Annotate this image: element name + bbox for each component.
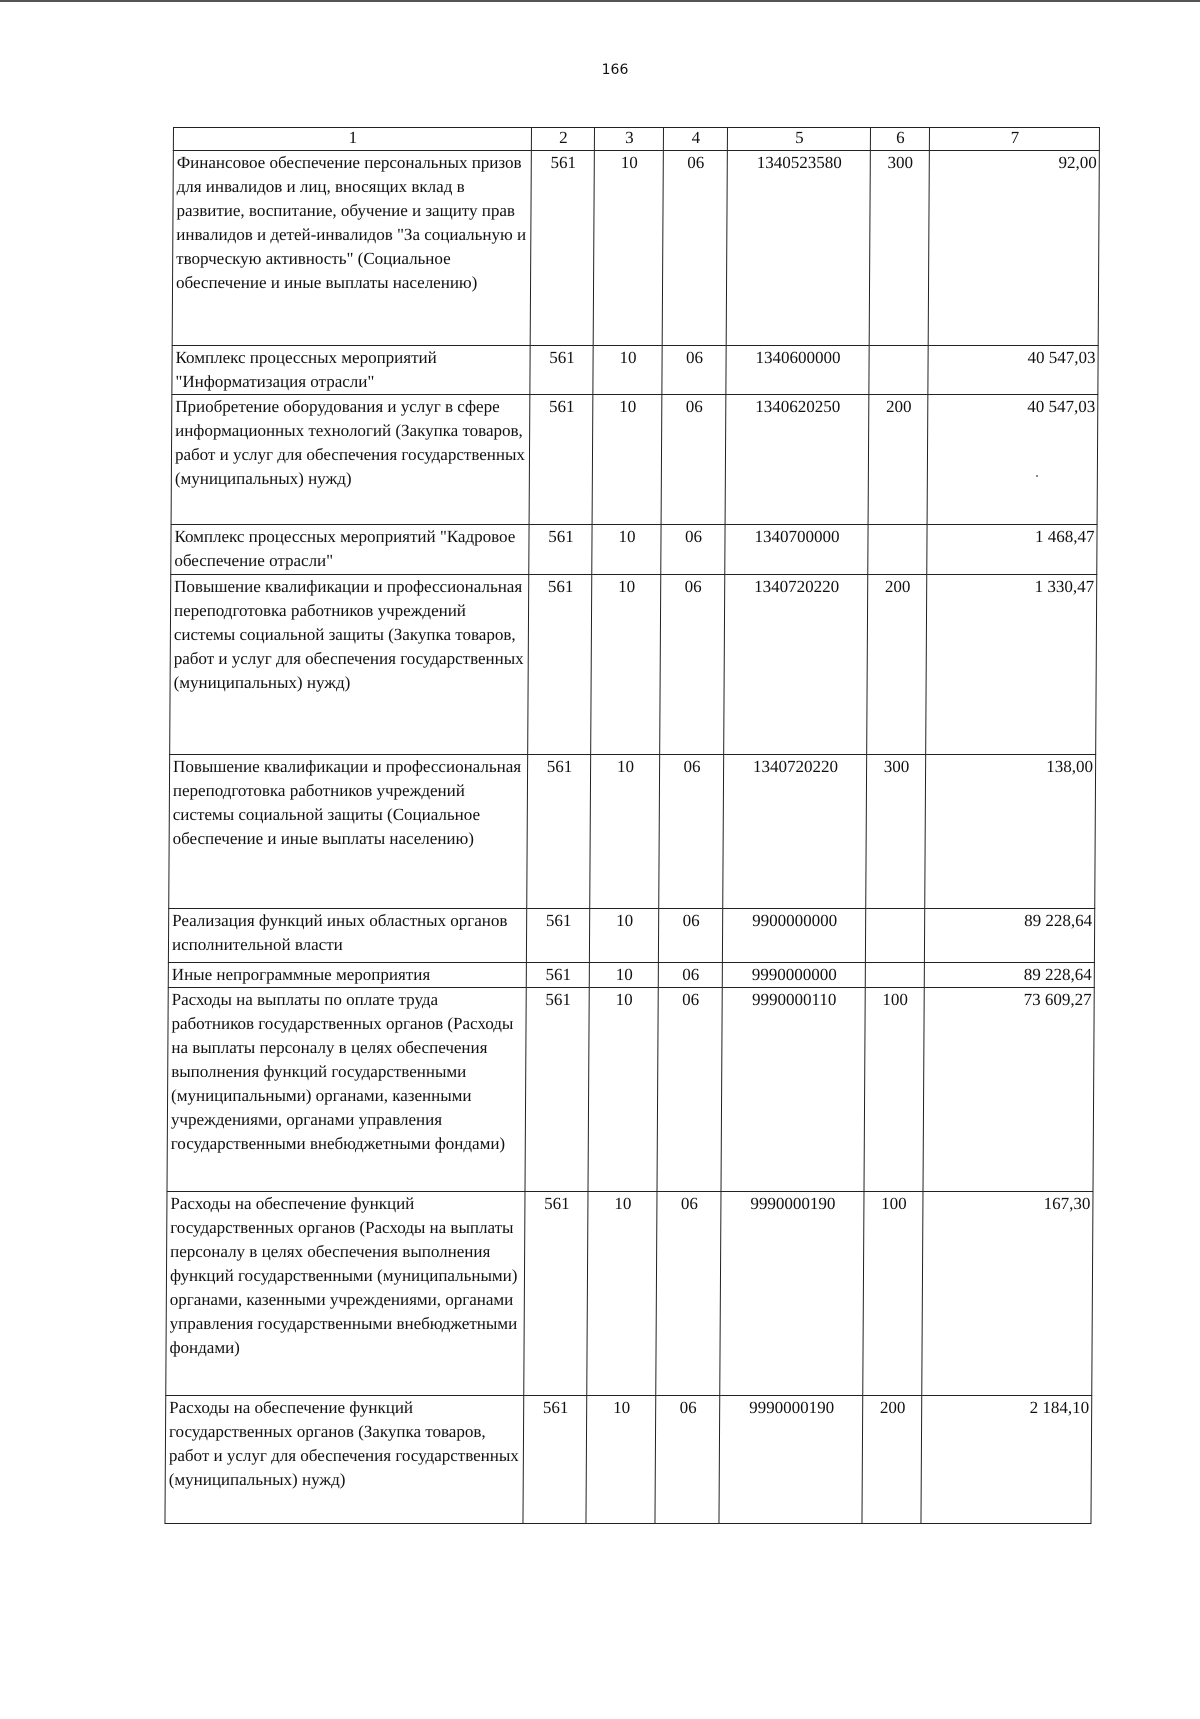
cell-target-article: 9990000000	[722, 963, 865, 988]
table-row	[167, 988, 1094, 1192]
cell-amount: 40 547,03	[928, 346, 1098, 395]
column-header: 1	[173, 128, 531, 151]
cell-target-article: 9990000110	[721, 988, 865, 1192]
cell-expense-type: 100	[863, 1192, 923, 1396]
cell-section: 10	[587, 1192, 657, 1396]
cell-subsection: 06	[658, 963, 722, 988]
row-description: Реализация функций иных областных органов исполнительной власти	[168, 909, 526, 963]
cell-target-article: 1340620250	[725, 395, 869, 525]
cell-target-article: 1340600000	[726, 346, 869, 395]
table-row	[169, 755, 1096, 909]
row-description: Повышение квалификации и профессиональная переподготовка работников учреждений системы социальной защиты (Закупка товаров, работ и услуг для обеспечения государственных (муниципальных) нужд)	[170, 575, 529, 755]
column-header: 5	[727, 128, 870, 151]
cell-subsection: 06	[662, 346, 726, 395]
column-header-row	[173, 128, 1099, 151]
cell-code: 561	[530, 346, 593, 395]
cell-section: 10	[588, 988, 658, 1192]
cell-amount: 1 468,47	[927, 525, 1097, 575]
cell-amount: 138,00	[925, 755, 1096, 909]
cell-subsection: 06	[659, 755, 724, 909]
column-header: 4	[663, 128, 727, 151]
cell-amount: 89 228,64	[924, 909, 1094, 963]
row-description: Повышение квалификации и профессиональная переподготовка работников учреждений системы социальной защиты (Социальное обеспечение и иные выплаты населению)	[169, 755, 528, 909]
row-description: Комплекс процессных мероприятий "Кадровое обеспечение отрасли"	[171, 525, 529, 575]
table-row	[171, 525, 1097, 575]
column-header: 6	[870, 128, 929, 151]
cell-expense-type: 200	[867, 575, 927, 755]
cell-section: 10	[589, 909, 658, 963]
cell-expense-type	[865, 963, 924, 988]
cell-target-article: 9900000000	[722, 909, 865, 963]
cell-expense-type	[868, 525, 927, 575]
cell-code: 561	[524, 1192, 588, 1396]
cell-expense-type	[865, 909, 924, 963]
cell-code: 561	[526, 909, 589, 963]
table-row	[166, 1192, 1093, 1396]
cell-code: 561	[529, 525, 592, 575]
row-description: Комплекс процессных мероприятий "Информатизация отрасли"	[172, 346, 530, 395]
row-description: Расходы на обеспечение функций государственных органов (Закупка товаров, работ и услуг для обеспечения государственных (муниципальных) нужд)	[165, 1396, 524, 1524]
cell-subsection: 06	[661, 525, 725, 575]
column-header: 7	[929, 128, 1099, 151]
row-description: Приобретение оборудования и услуг в сфере информационных технологий (Закупка товаров, работ и услуг для обеспечения государственных (муниципальных) нужд)	[171, 395, 530, 525]
cell-amount: 92,00	[928, 151, 1099, 346]
cell-subsection: 06	[657, 988, 722, 1192]
table-row	[168, 963, 1094, 988]
table-row	[172, 346, 1098, 395]
cell-code: 561	[527, 755, 591, 909]
row-description: Финансовое обеспечение персональных призов для инвалидов и лиц, вносящих вклад в развитие, воспитание, обучение и защиту прав инвалидов и детей-инвалидов "За социальную и творческую активность" (Социальное обеспечение и иные выплаты населению)	[172, 151, 531, 346]
row-description: Расходы на выплаты по оплате труда работников государственных органов (Расходы на выплаты персоналу в целях обеспечения выполнения функций государственными (муниципальными) органами, казенными учреждениями, органами управления государственными внебюджетными фондами)	[167, 988, 526, 1192]
budget-table	[164, 127, 1100, 1524]
cell-amount: 40 547,03	[927, 395, 1098, 525]
table-row	[172, 151, 1099, 346]
cell-amount: 73 609,27	[923, 988, 1094, 1192]
cell-section: 10	[591, 575, 661, 755]
cell-expense-type: 300	[866, 755, 926, 909]
cell-target-article: 9990000190	[720, 1192, 864, 1396]
cell-target-article: 1340523580	[726, 151, 870, 346]
cell-subsection: 06	[660, 575, 725, 755]
cell-target-article: 9990000190	[719, 1396, 863, 1524]
table-row	[171, 395, 1098, 525]
cell-section: 10	[589, 963, 658, 988]
cell-expense-type: 200	[862, 1396, 922, 1524]
cell-code: 561	[530, 151, 594, 346]
cell-section: 10	[586, 1396, 656, 1524]
table-row	[165, 1396, 1092, 1524]
cell-subsection: 06	[656, 1192, 721, 1396]
row-description: Расходы на обеспечение функций государственных органов (Расходы на выплаты персоналу в целях обеспечения выполнения функций государственными (муниципальными) органами, казенными учреждениями, органами управления государственными внебюджетными фондами)	[166, 1192, 525, 1396]
cell-amount: 2 184,10	[921, 1396, 1092, 1524]
cell-code: 561	[526, 963, 589, 988]
cell-target-article: 1340700000	[725, 525, 868, 575]
cell-subsection: 06	[658, 909, 722, 963]
cell-expense-type: 200	[868, 395, 928, 525]
cell-amount: 167,30	[922, 1192, 1093, 1396]
cell-expense-type: 300	[869, 151, 929, 346]
cell-code: 561	[525, 988, 589, 1192]
cell-section: 10	[593, 346, 662, 395]
scan-edge-line	[0, 0, 1200, 2]
row-description: Иные непрограммные мероприятия	[168, 963, 526, 988]
cell-amount: 1 330,47	[926, 575, 1097, 755]
cell-target-article: 1340720220	[724, 575, 868, 755]
column-header: 3	[594, 128, 663, 151]
cell-subsection: 06	[655, 1396, 720, 1524]
table-row	[170, 575, 1097, 755]
cell-section: 10	[592, 395, 662, 525]
cell-amount: 89 228,64	[924, 963, 1094, 988]
cell-expense-type	[869, 346, 928, 395]
cell-section: 10	[593, 151, 663, 346]
cell-subsection: 06	[661, 395, 726, 525]
cell-target-article: 1340720220	[723, 755, 867, 909]
page-number: 166	[601, 62, 629, 78]
cell-subsection: 06	[662, 151, 727, 346]
cell-code: 561	[528, 575, 592, 755]
cell-section: 10	[592, 525, 661, 575]
cell-expense-type: 100	[864, 988, 924, 1192]
cell-section: 10	[590, 755, 660, 909]
cell-code: 561	[529, 395, 593, 525]
cell-code: 561	[523, 1396, 587, 1524]
column-header: 2	[531, 128, 594, 151]
table-row	[168, 909, 1094, 963]
